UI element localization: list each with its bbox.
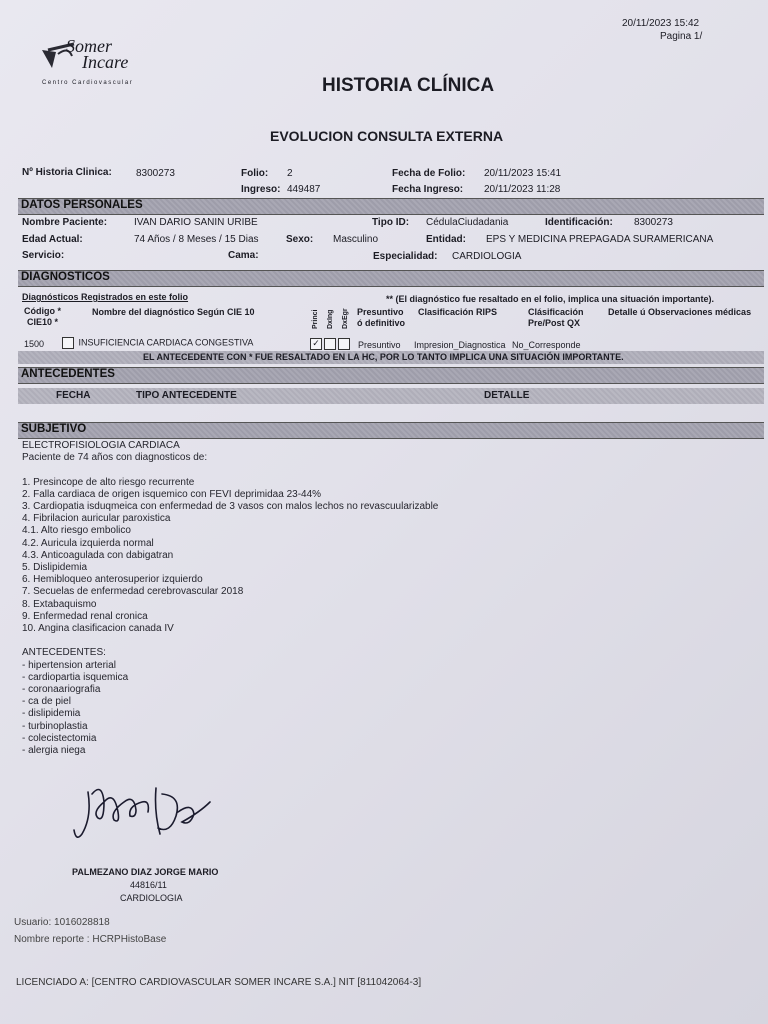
subjetivo-line: - cardiopartia isquemica [22, 671, 129, 683]
subjetivo-line: - dislipidemia [22, 708, 81, 720]
diagnosis-presuntivo: Presuntivo [358, 340, 401, 350]
license-text: LICENCIADO A: [CENTRO CARDIOVASCULAR SOMER INCARE S.A.] NIT [811042064-3] [16, 977, 422, 988]
historia-value: 8300273 [136, 168, 175, 179]
subjetivo-line: 4.1. Alto riesgo embolico [22, 525, 131, 537]
sexo-value: Masculino [333, 234, 379, 245]
col-fecha: FECHA [56, 390, 91, 401]
page-subtitle: EVOLUCION CONSULTA EXTERNA [270, 128, 504, 144]
subjetivo-line: 4.2. Auricula izquierda normal [22, 537, 154, 549]
entidad-label: Entidad: [426, 234, 466, 245]
cama-label: Cama: [228, 250, 259, 261]
dxegr-checkbox[interactable] [338, 338, 350, 350]
col-rips: Clasificación RIPS [418, 307, 498, 317]
subjetivo-line: 1. Presincope de alto riesgo recurrente [22, 476, 195, 488]
diagnosis-clasificacion: No_Corresponde [512, 340, 581, 350]
subjetivo-line: - hipertension arterial [22, 659, 116, 671]
nombre-label: Nombre Paciente: [22, 217, 108, 228]
diagnosticos-note: ** (El diagnóstico fue resaltado en el folio, implica una situación importante). [386, 294, 715, 304]
fecha-ingreso-value: 20/11/2023 11:28 [484, 184, 561, 195]
subjetivo-line: Paciente de 74 años con diagnosticos de: [22, 452, 208, 464]
col-cie10: CIE10 * [27, 317, 59, 327]
col-dxegr: DxEgr [342, 308, 349, 329]
section-title: DIAGNOSTICOS [21, 271, 110, 283]
col-prepost: Pre/Post QX [528, 318, 581, 328]
fecha-folio-value: 20/11/2023 15:41 [484, 168, 562, 179]
subjetivo-line: ANTECEDENTES: [22, 647, 106, 659]
subjetivo-line [22, 635, 438, 647]
sexo-label: Sexo: [286, 234, 314, 245]
usuario-text: Usuario: 1016028818 [14, 917, 110, 928]
logo-name-line1: Somer [66, 36, 112, 56]
page-number: Pagina 1/ [660, 31, 703, 42]
subjetivo-line: 9. Enfermedad renal cronica [22, 610, 148, 622]
edad-value: 74 Años / 8 Meses / 15 Dias [134, 234, 259, 245]
nombre-value: IVAN DARIO SANIN URIBE [134, 217, 258, 228]
col-clasificacion: Clásificación [528, 307, 584, 317]
col-detalle: Detalle ú Observaciones médicas [608, 307, 752, 317]
entidad-value: EPS Y MEDICINA PREPAGADA SURAMERICANA [486, 234, 714, 245]
subjetivo-header [18, 422, 764, 439]
historia-label: Nº Historia Clinica: [22, 167, 112, 178]
dxing-checkbox[interactable] [324, 338, 336, 350]
col-nombre: Nombre del diagnóstico Según CIE 10 [92, 307, 255, 317]
doctor-name: PALMEZANO DIAZ JORGE MARIO [72, 867, 219, 877]
identificacion-value: 8300273 [634, 217, 673, 228]
doctor-registro: 44816/11 [130, 880, 167, 890]
datos-personales-header [18, 198, 764, 215]
col-presuntivo: Presuntivo [357, 307, 404, 317]
page-title: HISTORIA CLÍNICA [322, 75, 495, 96]
col-dxing: DxIng [327, 309, 334, 329]
warning-text: EL ANTECEDENTE CON * FUE RESALTADO EN LA HC, POR LO TANTO IMPLICA UNA SITUACIÓN IMPORTANTE. [143, 352, 624, 362]
print-datetime: 20/11/2023 15:42 [622, 18, 700, 29]
reporte-text: Nombre reporte : HCRPHistoBase [14, 934, 167, 945]
subjetivo-line: 7. Secuelas de enfermedad cerebrovascular 2018 [22, 586, 244, 598]
subjetivo-line [22, 464, 438, 476]
section-title: ANTECEDENTES [21, 368, 115, 380]
diagnosis-checkbox[interactable] [62, 337, 74, 349]
col-princ: Princi [312, 309, 319, 329]
antecedentes-columns [18, 388, 764, 404]
fecha-folio-label: Fecha de Folio: [392, 168, 466, 179]
diagnosticos-header [18, 270, 764, 287]
col-tipo-antecedente: TIPO ANTECEDENTE [136, 390, 237, 401]
servicio-label: Servicio: [22, 250, 65, 261]
subjetivo-line: ELECTROFISIOLOGIA CARDIACA [22, 440, 180, 451]
tipo-id-value: CédulaCiudadania [426, 217, 509, 228]
especialidad-value: CARDIOLOGIA [452, 251, 522, 262]
ingreso-label: Ingreso: [241, 184, 281, 195]
subjetivo-line: 6. Hemibloqueo anterosuperior izquierdo [22, 574, 203, 586]
subjetivo-line: 10. Angina clasificacion canada IV [22, 623, 174, 635]
subjetivo-line: 4.3. Anticoagulada con dabigatran [22, 549, 174, 561]
subjetivo-line: 8. Extabaquismo [22, 598, 97, 610]
diagnosticos-registrados: Diagnósticos Registrados en este folio [22, 292, 189, 302]
subjetivo-line: 5. Dislipidemia [22, 562, 88, 574]
subjetivo-line: 2. Falla cardiaca de origen isquemico con FEVI deprimidaa 23-44% [22, 488, 322, 500]
diagnosis-row [62, 337, 253, 349]
diagnosis-rips: Impresion_Diagnostica [414, 340, 506, 350]
handwritten-signature [70, 772, 220, 852]
warning-bar [18, 351, 764, 364]
ingreso-value: 449487 [287, 184, 321, 195]
logo-subtitle: Centro Cardiovascular [42, 80, 134, 86]
col-definitivo: ó definitivo [357, 318, 405, 328]
fecha-ingreso-label: Fecha Ingreso: [392, 184, 464, 195]
section-title: DATOS PERSONALES [21, 199, 143, 211]
especialidad-label: Especialidad: [373, 251, 438, 262]
col-codigo: Código * [24, 306, 62, 316]
diagnosis-name: INSUFICIENCIA CARDIACA CONGESTIVA [78, 337, 254, 348]
folio-value: 2 [287, 168, 293, 179]
subjetivo-line: 3. Cardiopatia isduqmeica con enfermedad de 3 vasos con malos lechos no revascuularizable [22, 501, 439, 513]
antecedentes-header [18, 367, 764, 384]
subjetivo-line: - alergia niega [22, 745, 86, 757]
diagnosis-code: 1500 [24, 339, 45, 349]
tipo-id-label: Tipo ID: [372, 217, 410, 228]
subjetivo-line: 4. Fibrilacion auricular paroxistica [22, 513, 171, 525]
subjetivo-line: - colecistectomia [22, 732, 97, 744]
somer-incare-logo [38, 36, 148, 95]
col-detalle: DETALLE [484, 390, 530, 401]
section-title: SUBJETIVO [21, 423, 87, 435]
subjetivo-line: - ca de piel [22, 696, 71, 708]
doctor-specialty: CARDIOLOGIA [120, 893, 183, 903]
subjetivo-text [22, 440, 438, 757]
edad-label: Edad Actual: [22, 234, 83, 245]
subjetivo-line: - turbinoplastia [22, 720, 88, 732]
folio-label: Folio: [241, 168, 269, 179]
diagnosis-flags [310, 338, 352, 350]
identificacion-label: Identificación: [545, 217, 613, 228]
princ-checkbox[interactable]: ✓ [310, 338, 322, 350]
logo-name-line2: Incare [82, 52, 129, 72]
subjetivo-line: - coronaariografia [22, 684, 101, 696]
